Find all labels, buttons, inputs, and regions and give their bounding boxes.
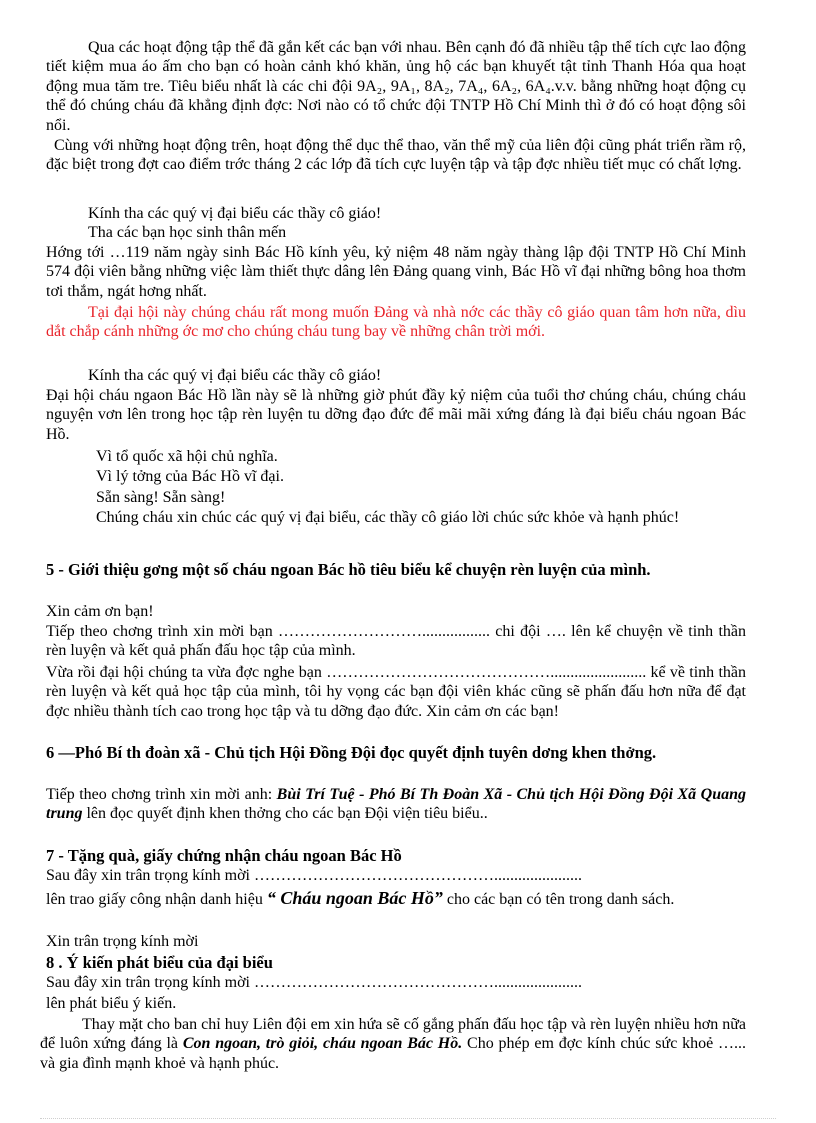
section-6-heading: 6 —Phó Bí th đoàn xã - Chủ tịch Hội Đồng Đội đọc quyết định tuyên dơng khen thởng. <box>46 743 657 762</box>
motto-line-1: Vì tổ quốc xã hội chủ nghĩa. <box>96 448 278 465</box>
greeting-students: Tha các bạn học sinh thân mến <box>88 224 287 241</box>
greeting-guests: Kính tha các quý vị đại biểu các thầy cô giáo! <box>88 205 382 222</box>
paragraph-collective-activities: Qua các hoạt động tập thể đã gắn kết các bạn với nhau. Bên cạnh đó đã nhiều tập thể tích cực lao động tiết kiệm mua áo ấm cho bạn có hoàn cảnh khó khăn, ủng hộ các bạn khuyết tật tỉnh Thanh Hóa qua hoạt động mua tăm tre. Tiêu biểu nhất là các chi đội 9A₂, 9A₁, 8A₂, 7A₄, 6A₂, 6A₄.v.v. bằng những hoạt động cụ thể đó chúng cháu đã khẳng định đợc: Nơi nào có tổ chức đội TNTP Hồ Chí Minh thì ở đó có hoạt động sôi nổi. <box>46 39 746 134</box>
section-7-award <box>46 889 746 909</box>
section-7-award-title: “ Cháu ngoan Bác Hồ” <box>266 888 443 908</box>
paragraph-sports-arts: Cùng với những hoạt động trên, hoạt động thể dục thể thao, văn thể mỹ của liên đội cũng phát triển rầm rộ, đặc biệt trong đợt cao điểm trớc tháng 2 các lớp đã tích cực luyện tập và tập đợc nhiều tiết mục có chất lợng. <box>46 137 746 174</box>
section-6-invite-tail: lên đọc quyết định khen thởng cho các bạn Đội viện tiêu biểu.. <box>82 805 488 823</box>
section-8-invite-line: Sau đây xin trân trọng kính mời ………………………………………...................... <box>46 974 582 991</box>
section-5-summary: Vừa rồi đại hội chúng ta vừa đợc nghe bạn ……………………………………........................ kể về tinh thần rèn luyện và kết quả học tập của mình, tôi hy vọng các bạn đội viên khác cũng sẽ phấn đấu hơn nữa để đạt đợc nhiều thành tích cao trong học tập và tu dỡng đạo đức. Xin cảm ơn các bạn! <box>46 664 746 720</box>
paragraph-wishes: Chúng cháu xin chúc các quý vị đại biểu, các thầy cô giáo lời chúc sức khỏe và hạnh phúc! <box>96 509 680 526</box>
greeting-guests-2: Kính tha các quý vị đại biểu các thầy cô giáo! <box>88 367 382 384</box>
section-6-speaker-name: Bùi Trí Tuệ - Phó Bí Th Đoàn Xã - Chủ tịch Hội Đồng Đội Xã Quang trung <box>46 786 746 823</box>
paragraph-wish-red: Tại đại hội này chúng cháu rất mong muốn Đảng và nhà nớc các thầy cô giáo quan tâm hơn nữa, dìu dắt chắp cánh những ớc mơ cho chúng cháu tung bay về những chân trời mới. <box>46 304 746 341</box>
motto-line-3: Sẵn sàng! Sẵn sàng! <box>96 489 226 506</box>
section-6-invite-lead: Tiếp theo chơng trình xin mời anh: <box>46 786 277 803</box>
section-5-invite: Tiếp theo chơng trình xin mời bạn ………………………................. chi đội …. lên kể chuyện về tinh thần rèn luyện và kết quả phấn đấu học tập của mình. <box>46 623 746 660</box>
section-7-heading: 7 - Tặng quà, giấy chứng nhận cháu ngoan Bác Hồ <box>46 846 402 865</box>
section-5-thanks: Xin cảm ơn bạn! <box>46 603 154 620</box>
section-8-heading: 8 . Ý kiến phát biểu của đại biểu <box>46 953 273 972</box>
closing-paragraph <box>40 1015 746 1073</box>
closing-slogan: Con ngoan, trò giỏi, cháu ngoan Bác Hồ. <box>182 1035 463 1053</box>
section-6-invite <box>46 785 746 824</box>
paragraph-anniversary: Hớng tới …119 năm ngày sinh Bác Hồ kính yêu, kỷ niệm 48 năm ngày thàng lập đội TNTP Hồ Chí Minh 574 đội viên bằng những việc làm thiết thực dâng lên Đảng quang vinh, Bác Hồ vĩ đại những bông hoa thơm tơi thắm, ngát hơng nhất. <box>46 244 746 300</box>
section-7-award-tail: cho các bạn có tên trong danh sách. <box>442 891 675 908</box>
section-7-invite-line: Sau đây xin trân trọng kính mời ………………………………………...................... <box>46 867 582 884</box>
section-5-heading: 5 - Giới thiệu gơng một số cháu ngoan Bác hồ tiêu biểu kể chuyện rèn luyện của mình. <box>46 560 651 579</box>
section-8-speak: lên phát biểu ý kiến. <box>46 995 177 1012</box>
section-7-award-lead: lên trao giấy công nhận danh hiệu <box>46 891 267 908</box>
page-bottom-divider <box>40 1118 776 1119</box>
closing-tail: Cho phép em đợc kính chúc sức khoẻ …... và gia đình mạnh khoẻ và hạnh phúc. <box>40 1035 746 1072</box>
motto-line-2: Vì lý tởng của Bác Hồ vĩ đại. <box>96 468 284 485</box>
closing-lead: Thay mặt cho ban chỉ huy Liên đội em xin hứa sẽ cố gắng phấn đấu học tập và rèn luyện nhiều hơn nữa để luôn xứng đáng là <box>40 1016 746 1053</box>
section-7-invite-again: Xin trân trọng kính mời <box>46 933 199 950</box>
paragraph-congress-memories: Đại hội cháu ngaon Bác Hồ lần này sẽ là những giờ phút đầy kỷ niệm của tuổi thơ chúng cháu, chúng cháu nguyện vơn lên trong học tập rèn luyện tu dỡng đạo đức để mãi mãi xứng đáng là đại biểu cháu ngoan Bác Hồ. <box>46 387 746 443</box>
